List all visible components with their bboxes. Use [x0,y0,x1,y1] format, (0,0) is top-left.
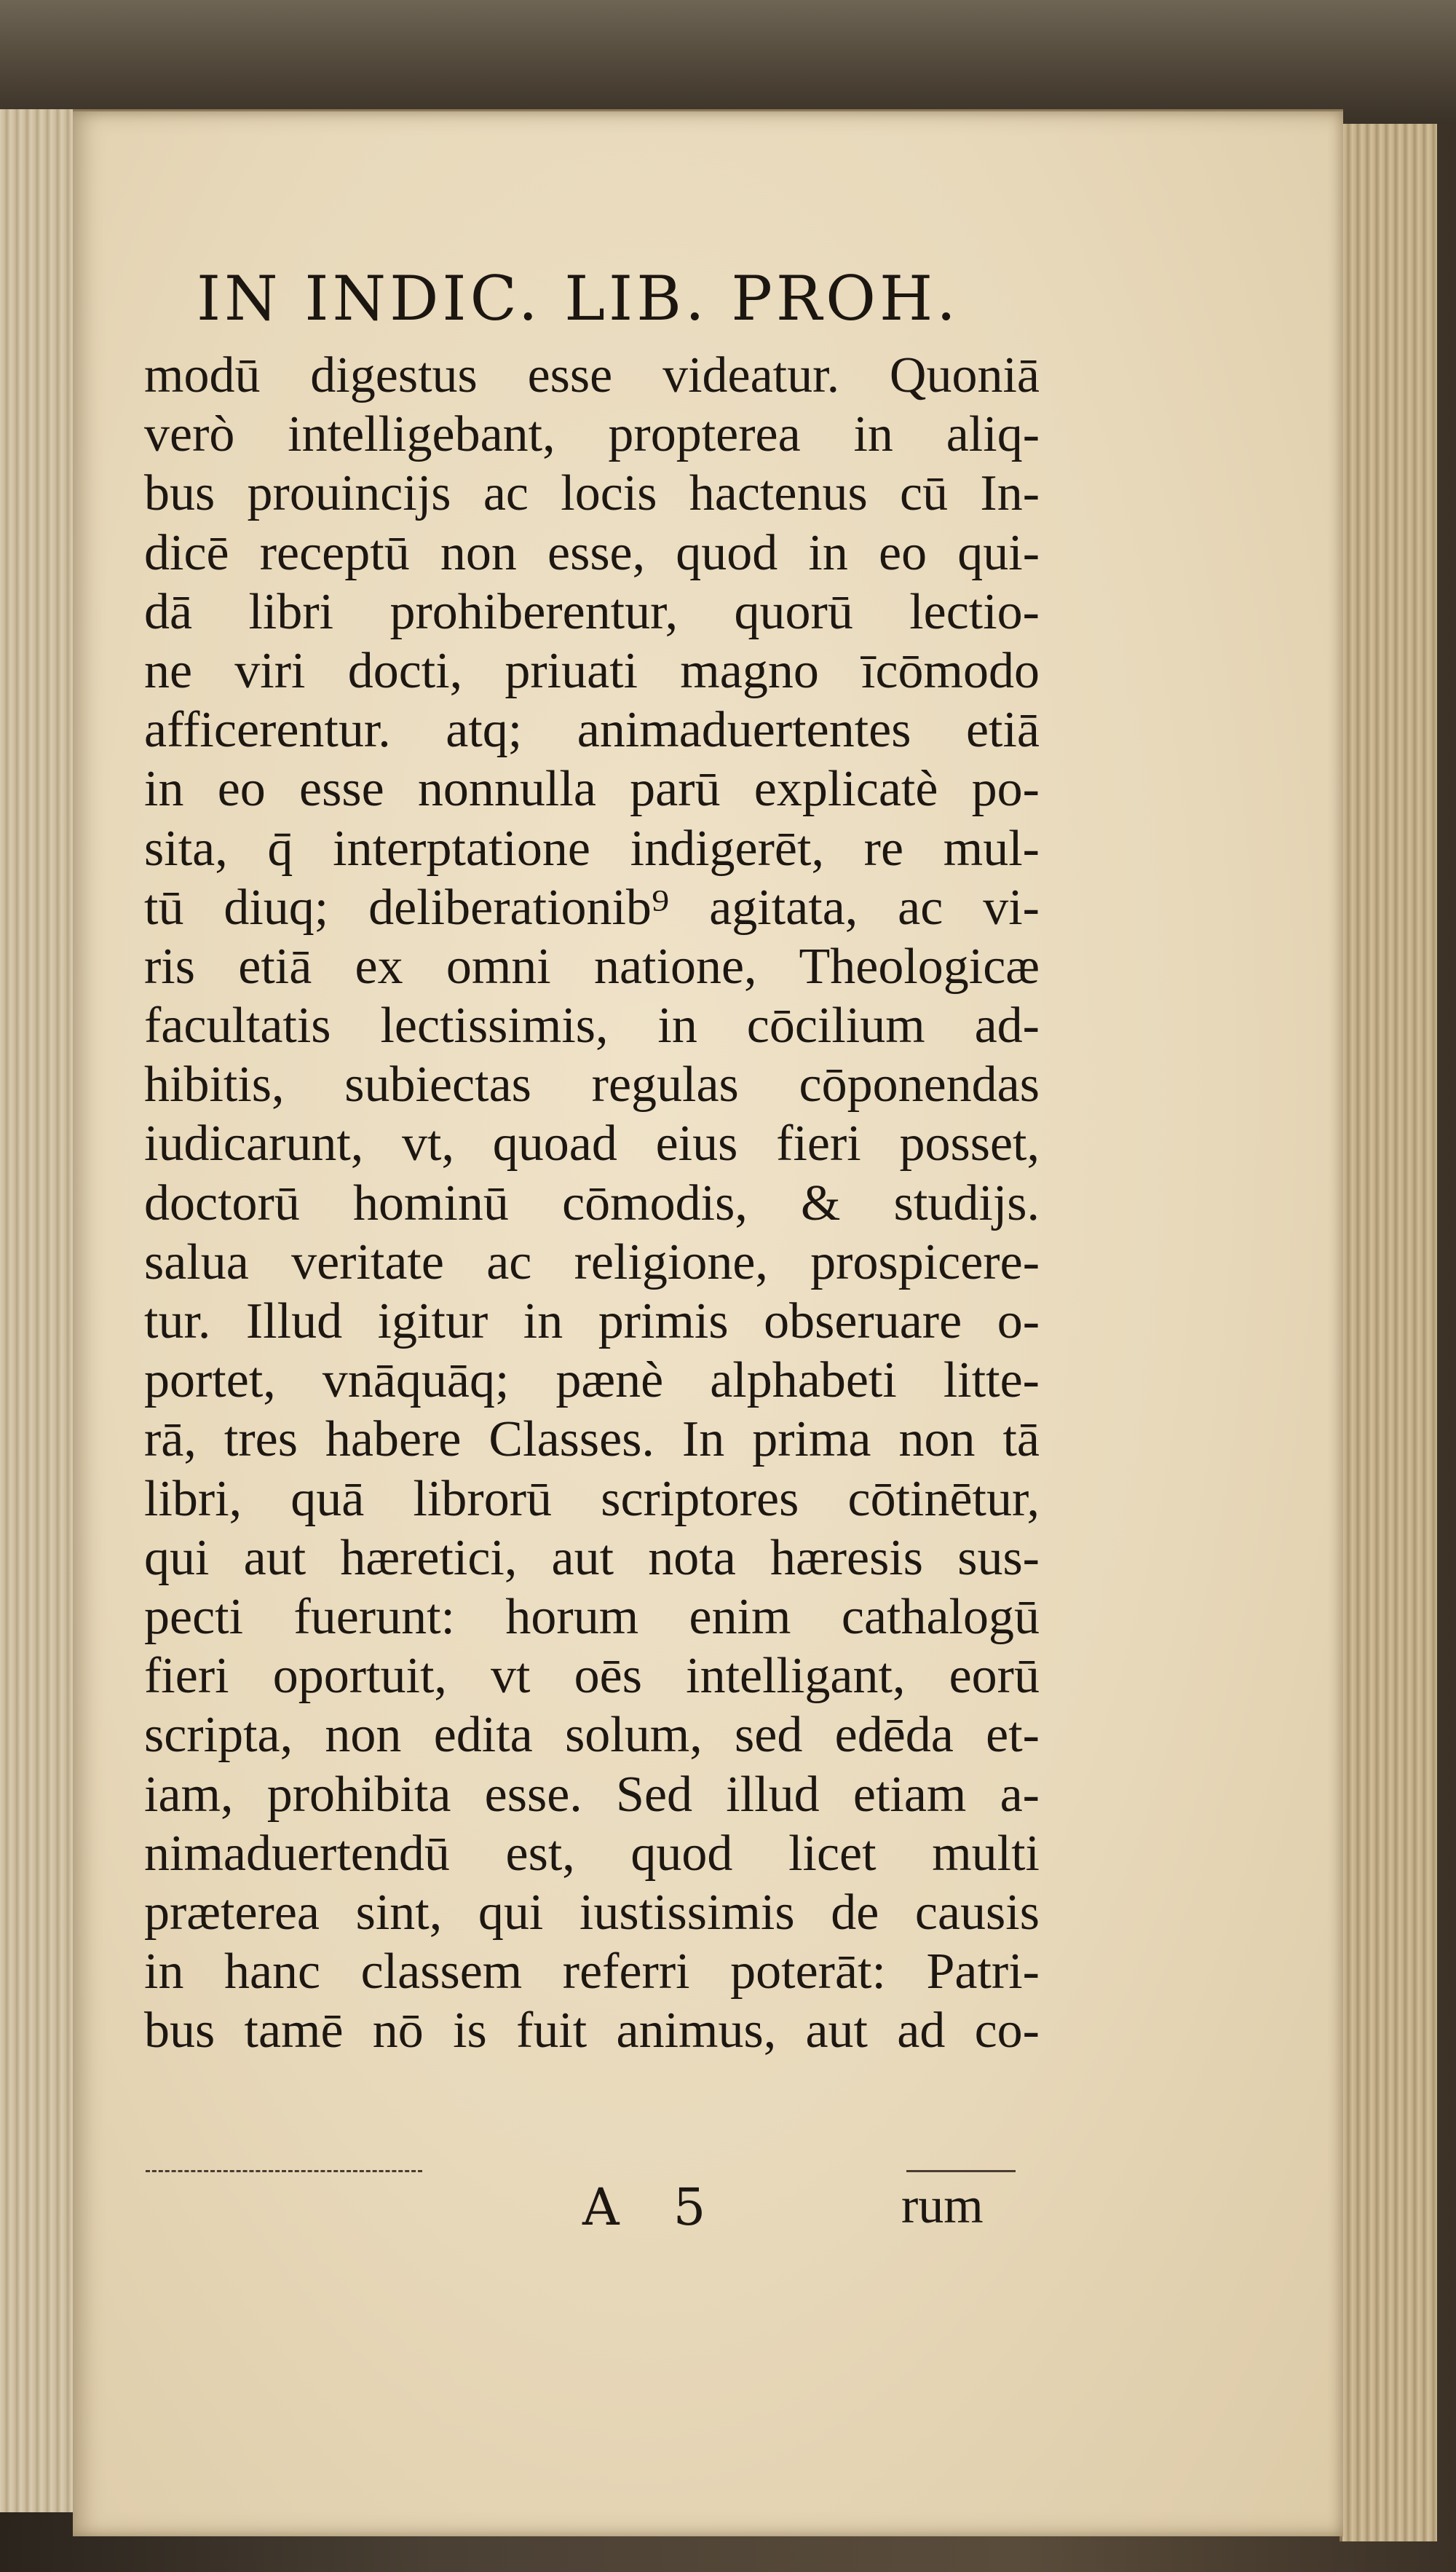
text-line: facultatis lectissimis, in cōcilium ad- [144,998,1040,1054]
text-line: tū diuq; deliberationib⁹ agitata, ac vi- [144,879,1040,936]
text-line: dicē receptū non esse, quod in eo qui- [144,524,1040,581]
text-line: qui aut hæretici, aut nota hæresis sus- [144,1529,1040,1586]
text-line: afficerentur. atq; animaduertentes etiā [144,702,1040,759]
text-line: libri, quā librorū scriptores cōtinētur, [144,1470,1040,1527]
text-line: modū digestus esse videatur. Quoniā [144,347,1040,403]
text-line: verò intelligebant, propterea in aliq- [144,406,1040,463]
text-line: bus prouincijs ac locis hactenus cū In- [144,465,1040,522]
text-line: bus tamē nō is fuit animus, aut ad co- [144,2003,1040,2059]
text-line: iudicarunt, vt, quoad eius fieri posset, [144,1116,1040,1172]
text-line: tur. Illud igitur in primis obseruare o- [144,1293,1040,1349]
footer-rule-left [146,2170,422,2172]
left-page-stack [0,109,82,2512]
text-line: portet, vnāquāq; pænè alphabeti litte- [144,1352,1040,1409]
running-head: IN INDIC. LIB. PROH. [197,263,960,334]
text-line: ris etiā ex omni natione, Theologicæ [144,938,1040,995]
footer-rule-right [906,2170,1016,2172]
body-text [144,346,1040,2060]
text-line: rā, tres habere Classes. In prima non tā [144,1411,1040,1468]
text-line: scripta, non edita solum, sed edēda et- [144,1707,1040,1764]
text-line: præterea sint, qui iustissimis de causis [144,1884,1040,1941]
text-line: ne viri docti, priuati magno īcōmodo [144,642,1040,699]
book-top-shadow [0,0,1456,124]
text-line: hibitis, subiectas regulas cōponendas [144,1057,1040,1113]
text-line: in hanc classem referri poterāt: Patri- [144,1944,1040,2000]
signature-mark: A 5 [582,2177,725,2237]
text-line: sita, q̄ interptatione indigerēt, re mul- [144,820,1040,877]
catchword: rum [901,2178,984,2234]
text-line: nimaduertendū est, quod licet multi [144,1825,1040,1882]
text-line: doctorū hominū cōmodis, & studijs. [144,1175,1040,1231]
right-page-edge [1340,124,1437,2541]
text-line: in eo esse nonnulla parū explicatè po- [144,761,1040,818]
text-line: iam, prohibita esse. Sed illud etiam a- [144,1766,1040,1823]
text-line: salua veritate ac religione, prospicere- [144,1234,1040,1290]
text-line: fieri oportuit, vt oēs intelligant, eorū [144,1648,1040,1705]
text-line: dā libri prohiberentur, quorū lectio- [144,583,1040,640]
text-line: pecti fuerunt: horum enim cathalogū [144,1588,1040,1645]
